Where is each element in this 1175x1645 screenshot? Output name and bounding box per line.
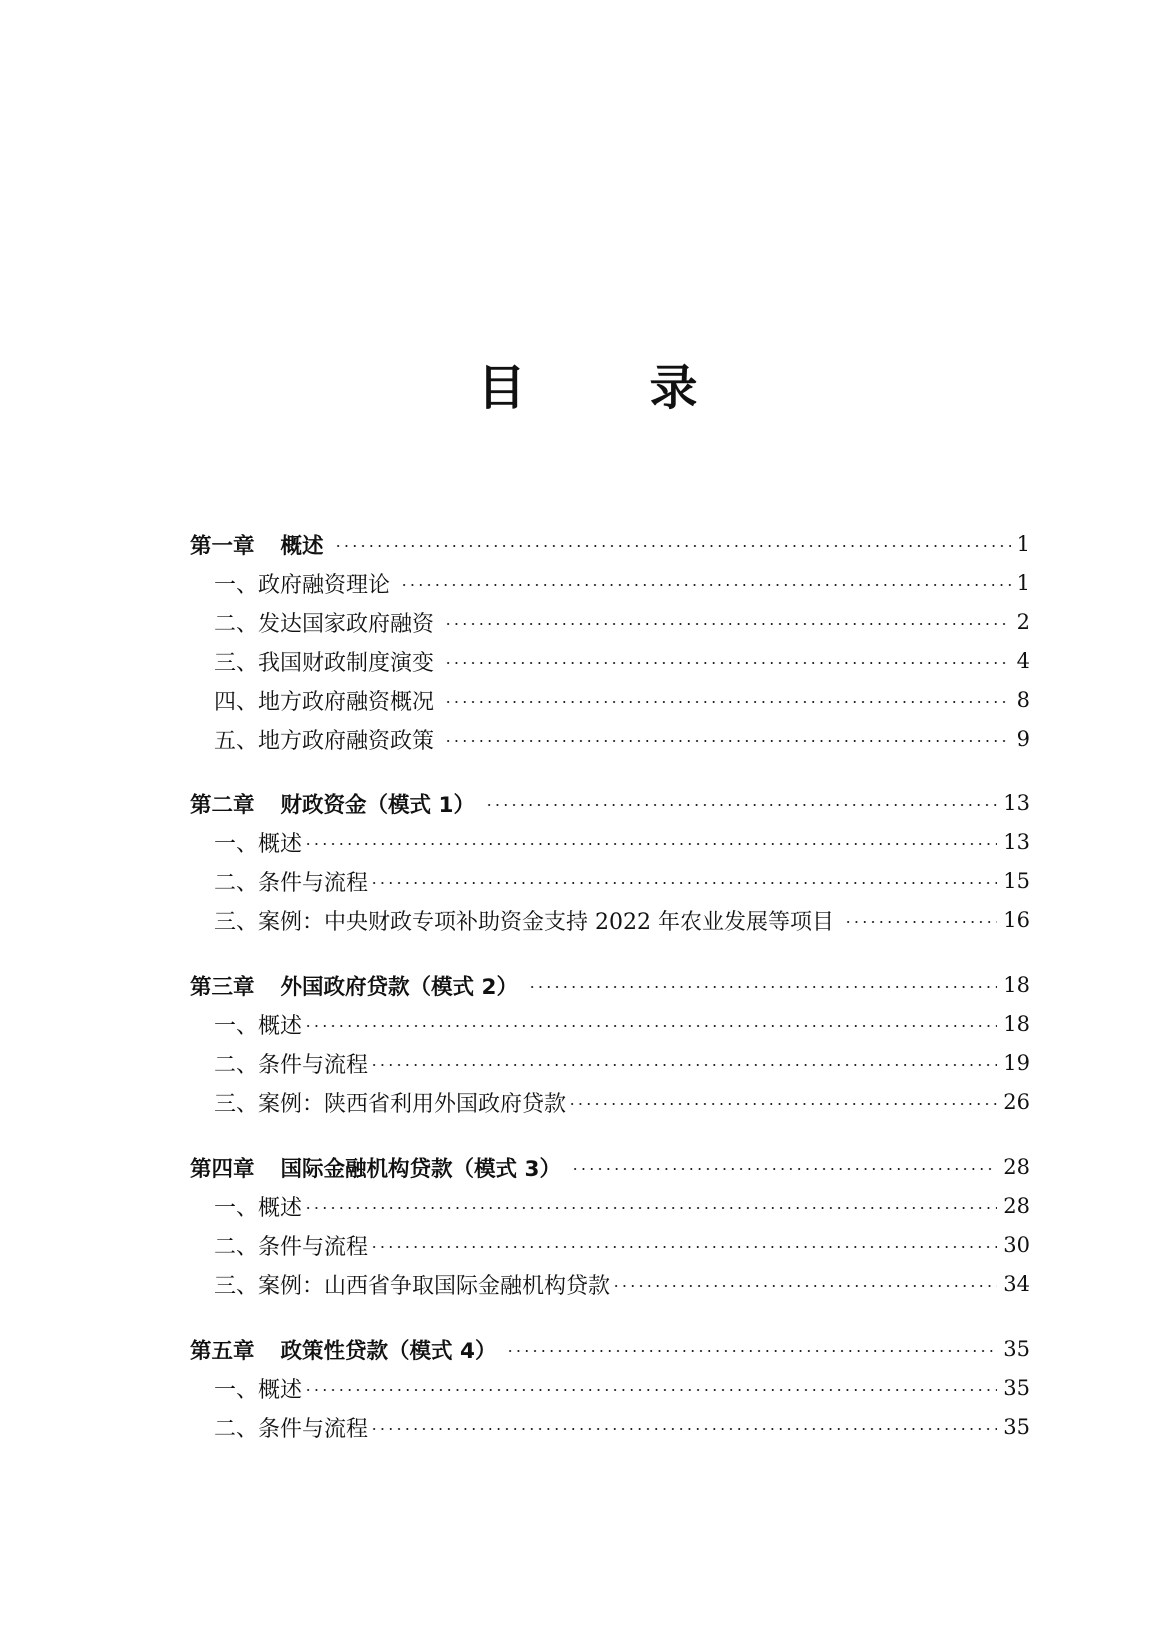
leader-dots [568,1103,997,1105]
page-number: 8 [1016,688,1030,712]
toc-section[interactable] [190,1083,1030,1121]
toc-section[interactable] [190,901,1030,939]
leader-dots [444,740,1011,742]
leader-dots [370,1428,997,1430]
chapter-number: 第三章 [190,974,255,1000]
chapter-title: 外国政府贷款（模式 2） [280,974,518,1000]
page-number: 35 [1003,1376,1030,1400]
toc-chapter-2[interactable] [190,784,1030,822]
section-title: 二、条件与流程 [214,1416,369,1442]
toc-chapter-3[interactable] [190,966,1030,1004]
title-char-1: 目 [477,360,526,416]
leader-dots [444,701,1011,703]
chapter-number: 第二章 [190,792,255,818]
toc-section[interactable] [190,1408,1030,1446]
chapter-title: 概述 [280,533,324,559]
toc-section[interactable] [190,681,1030,719]
leader-dots [304,1025,997,1027]
toc-chapter-4[interactable] [190,1148,1030,1186]
toc-section[interactable] [190,1226,1030,1264]
leader-dots [612,1285,997,1287]
page-number: 13 [1003,791,1030,815]
chapter-number: 第一章 [190,533,255,559]
leader-dots [844,921,997,923]
leader-dots [304,843,997,845]
page-number: 16 [1003,908,1030,932]
page-number: 2 [1016,610,1030,634]
page-title [0,358,1175,418]
toc-section[interactable] [190,1369,1030,1407]
leader-dots [444,623,1011,625]
page-number: 28 [1003,1194,1030,1218]
toc-section[interactable] [190,1187,1030,1225]
page-number: 34 [1003,1272,1030,1296]
toc-section[interactable] [190,642,1030,680]
page-number: 1 [1016,571,1030,595]
leader-dots [506,1350,997,1352]
page-number: 1 [1016,532,1030,556]
toc-section[interactable] [190,823,1030,861]
section-title: 五、地方政府融资政策 [214,728,435,754]
toc-section[interactable] [190,720,1030,758]
leader-dots [334,545,1011,547]
leader-dots [304,1389,997,1391]
page-number: 18 [1003,1012,1030,1036]
toc-section[interactable] [190,564,1030,602]
page-number: 35 [1003,1415,1030,1439]
leader-dots [444,662,1011,664]
toc-section[interactable] [190,1005,1030,1043]
toc-chapter-5[interactable] [190,1330,1030,1368]
title-char-2: 录 [649,360,698,416]
chapter-title: 政策性贷款（模式 4） [280,1338,497,1364]
section-title: 二、发达国家政府融资 [214,611,435,637]
section-title: 二、条件与流程 [214,1052,369,1078]
page-number: 30 [1003,1233,1030,1257]
page-number: 15 [1003,869,1030,893]
leader-dots [370,1246,997,1248]
chapter-title: 财政资金（模式 1） [280,792,475,818]
leader-dots [485,804,997,806]
toc-section[interactable] [190,862,1030,900]
section-title: 一、概述 [214,831,303,857]
section-title: 三、案例：山西省争取国际金融机构贷款 [214,1273,611,1299]
chapter-number: 第四章 [190,1156,255,1182]
leader-dots [528,986,997,988]
section-title: 一、概述 [214,1195,303,1221]
section-title: 三、我国财政制度演变 [214,650,435,676]
page-number: 35 [1003,1337,1030,1361]
section-title: 一、概述 [214,1377,303,1403]
leader-dots [370,1064,997,1066]
section-title: 一、概述 [214,1013,303,1039]
leader-dots [304,1207,997,1209]
section-title: 四、地方政府融资概况 [214,689,435,715]
section-title: 一、政府融资理论 [214,572,391,598]
chapter-number: 第五章 [190,1338,255,1364]
leader-dots [370,882,997,884]
page-number: 18 [1003,973,1030,997]
toc-section[interactable] [190,603,1030,641]
page-number: 28 [1003,1155,1030,1179]
toc-section[interactable] [190,1044,1030,1082]
toc-section[interactable] [190,1265,1030,1303]
section-title: 三、案例：陕西省利用外国政府贷款 [214,1091,567,1117]
chapter-title: 国际金融机构贷款（模式 3） [280,1156,561,1182]
page-number: 26 [1003,1090,1030,1114]
leader-dots [571,1168,997,1170]
section-title: 三、案例：中央财政专项补助资金支持 2022 年农业发展等项目 [214,909,834,935]
page-number: 4 [1016,649,1030,673]
toc-chapter-1[interactable] [190,525,1030,563]
section-title: 二、条件与流程 [214,1234,369,1260]
page-number: 9 [1016,727,1030,751]
page-number: 19 [1003,1051,1030,1075]
page-number: 13 [1003,830,1030,854]
section-title: 二、条件与流程 [214,870,369,896]
leader-dots [400,584,1011,586]
